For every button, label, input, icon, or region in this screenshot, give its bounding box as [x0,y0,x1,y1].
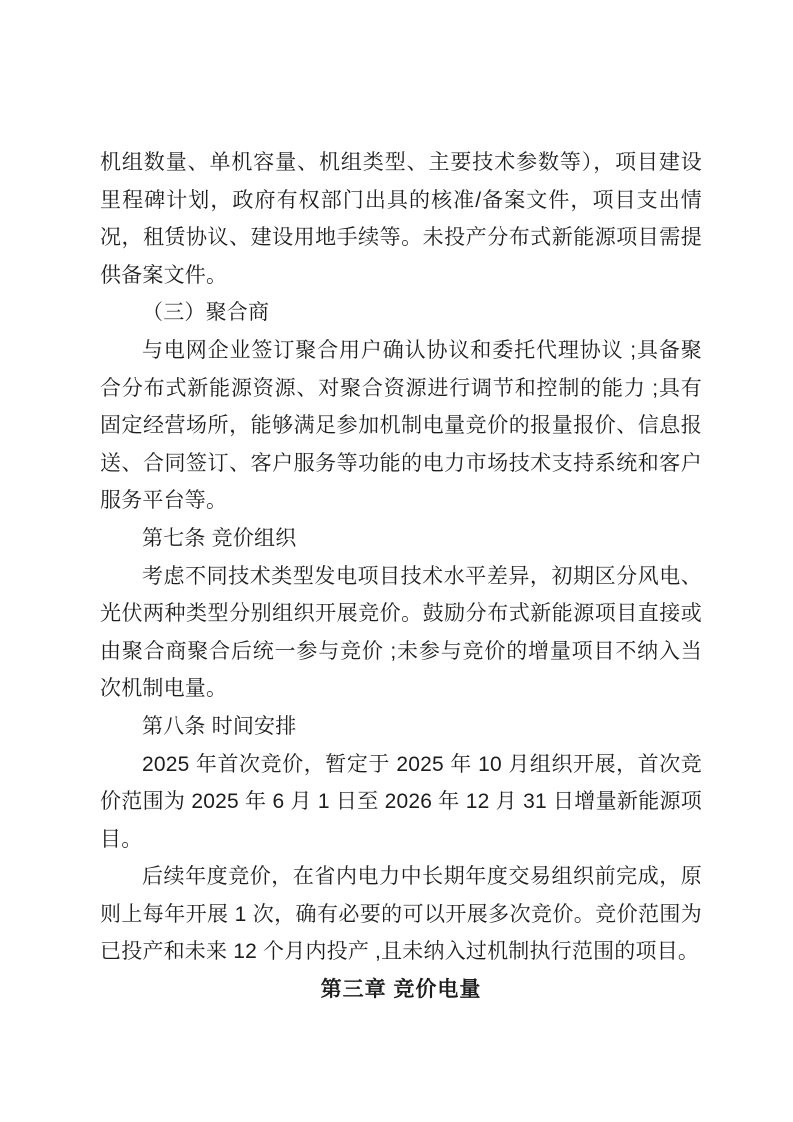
article-7-heading: 第七条 竞价组织 [142,526,297,550]
document-body [100,144,702,1009]
article-8-heading: 第八条 时间安排 [142,714,297,738]
subsection-heading-aggregator: （三）聚合商 [142,301,270,325]
paragraph-continued-filing-materials: 机组数量、单机容量、机组类型、主要技术参数等），项目建设里程碑计划，政府有权部门出具的核准/备案文件，项目支出情况，租赁协议、建设用地手续等。未投产分布式新能源项目需提供备案文件。 [100,151,702,287]
paragraph-article-8-first-bidding: 2025 年首次竞价，暂定于 2025 年 10 月组织开展，首次竞价范围为 2025 年 6 月 1 日至 2026 年 12 月 31 日增量新能源项目。 [100,752,702,851]
paragraph-article-8-annual-bidding: 后续年度竞价，在省内电力中长期年度交易组织前完成，原则上每年开展 1 次，确有必要的可以开展多次竞价。竞价范围为已投产和未来 12 个月内投产 ,且未纳入过机制执行范围的项目。 [100,865,702,964]
paragraph-aggregator-requirements: 与电网企业签订聚合用户确认协议和委托代理协议 ;具备聚合分布式新能源资源、对聚合资源进行调节和控制的能力 ;具有固定经营场所，能够满足参加机制电量竞价的报量报价、信息报送、合同签订、客户服务等功能的电力市场技术支持系统和客户服务平台等。 [100,338,702,513]
chapter-3-heading: 第三章 竞价电量 [320,978,482,1002]
paragraph-article-7-body: 考虑不同技术类型发电项目技术水平差异，初期区分风电、光伏两种类型分别组织开展竞价。鼓励分布式新能源项目直接或由聚合商聚合后统一参与竞价 ;未参与竞价的增量项目不纳入当次机制电量。 [100,564,702,701]
